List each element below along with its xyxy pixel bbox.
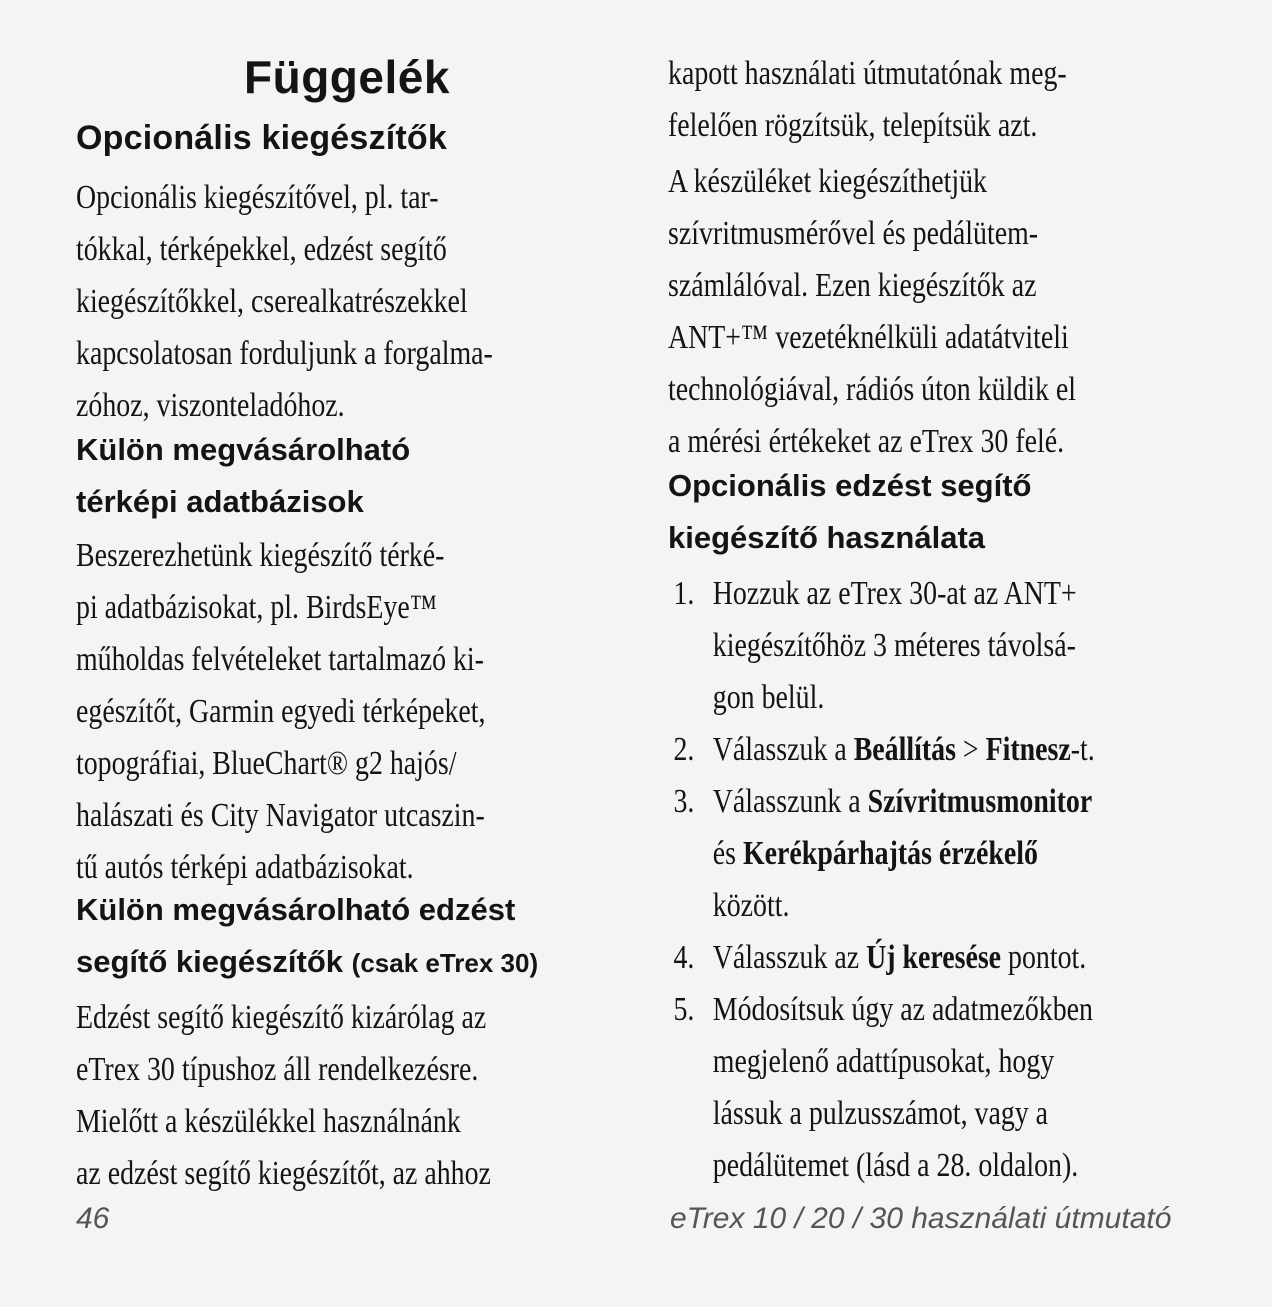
ui-term-heart-rate-monitor: Szívritmusmonitor <box>867 783 1093 820</box>
step-line: pedálütemet (lásd a 28. oldalon). <box>712 1147 1079 1184</box>
heading-line: Külön megvásárolható <box>76 432 411 467</box>
heading-line: Opcionális edzést segítő <box>668 468 1032 503</box>
step-item <box>673 776 1095 932</box>
step-text: > <box>955 731 986 768</box>
step-item <box>673 984 1095 1192</box>
page-number: 46 <box>76 1202 110 1235</box>
step-item <box>673 568 1095 724</box>
step-line: kiegészítőhöz 3 méteres távolsá- <box>712 627 1076 664</box>
step-text: Válasszuk a <box>712 731 854 768</box>
heading-note: (csak eTrex 30) <box>351 948 539 978</box>
step-number: 4. <box>673 939 695 976</box>
text-line: egészítőt, Garmin egyedi térképeket, <box>76 693 486 730</box>
text-line: felelően rögzítsük, telepítsük azt. <box>668 107 1038 144</box>
text-line: A készüléket kiegészíthetjük <box>668 163 987 200</box>
step-line: lássuk a pulzusszámot, vagy a <box>712 1095 1049 1132</box>
step-line: gon belül. <box>712 679 825 716</box>
step-line: megjelenő adattípusokat, hogy <box>712 1043 1055 1080</box>
heading-line-text: segítő kiegészítők <box>76 944 344 979</box>
step-line <box>713 828 1095 880</box>
text-line: technológiával, rádiós úton küldik el <box>668 371 1077 408</box>
optional-accessories-paragraph <box>76 172 493 432</box>
step-line <box>713 776 1095 828</box>
step-line <box>713 724 1095 776</box>
text-line: zóhoz, viszonteladóhoz. <box>76 387 345 424</box>
step-text: -t. <box>1070 731 1095 768</box>
text-line: pi adatbázisokat, pl. BirdsEye™ <box>76 589 438 626</box>
section-heading-optional-accessories: Opcionális kiegészítők <box>76 119 447 157</box>
ui-term-fitness: Fitnesz <box>985 731 1071 768</box>
step-number: 5. <box>673 991 695 1028</box>
step-number: 2. <box>673 731 695 768</box>
step-text: pontot. <box>1001 939 1087 976</box>
heading-line: térképi adatbázisok <box>76 484 364 519</box>
ui-term-new-search: Új keresése <box>866 939 1002 976</box>
step-item <box>673 932 1095 984</box>
text-line: halászati és City Navigator utcaszin- <box>76 797 485 834</box>
section-heading-map-databases <box>76 424 410 528</box>
text-line: Mielőtt a készülékkel használnánk <box>76 1103 461 1140</box>
continuation-paragraph <box>668 48 1067 152</box>
step-number: 1. <box>673 575 695 612</box>
section-heading-fitness-accessories <box>76 884 538 989</box>
text-line: szívritmusmérővel és pedálütem- <box>668 215 1039 252</box>
manual-title-footer: eTrex 10 / 20 / 30 használati útmutató <box>670 1202 1172 1235</box>
step-number: 3. <box>673 783 695 820</box>
heading-line <box>76 936 538 989</box>
step-line <box>713 932 1095 984</box>
text-line: kapcsolatosan forduljunk a forgalma- <box>76 335 493 372</box>
text-line: tókkal, térképekkel, edzést segítő <box>76 231 447 268</box>
page-title: Függelék <box>244 51 450 103</box>
text-line: Opcionális kiegészítővel, pl. tar- <box>76 179 439 216</box>
step-line: Hozzuk az eTrex 30-at az ANT+ <box>712 575 1077 612</box>
step-text: Válasszuk az <box>712 939 867 976</box>
text-line: Beszerezhetünk kiegészítő térké- <box>76 537 445 574</box>
text-line: kapott használati útmutatónak meg- <box>668 55 1067 92</box>
text-line: az edzést segítő kiegészítőt, az ahhoz <box>76 1155 491 1192</box>
text-line: tű autós térképi adatbázisokat. <box>76 849 414 886</box>
text-line: ANT+™ vezetéknélküli adatátviteli <box>668 319 1069 356</box>
steps-list <box>673 568 1186 1192</box>
fitness-accessories-paragraph <box>76 992 491 1200</box>
step-item <box>673 724 1095 776</box>
ui-term-settings: Beállítás <box>853 731 956 768</box>
map-databases-paragraph <box>76 530 486 894</box>
text-line: eTrex 30 típushoz áll rendelkezésre. <box>76 1051 479 1088</box>
section-heading-using-fitness-accessory <box>668 460 1031 564</box>
step-text: Válasszunk a <box>712 783 868 820</box>
step-line: Módosítsuk úgy az adatmezőkben <box>712 991 1093 1028</box>
heading-line: Külön megvásárolható edzést <box>76 892 516 927</box>
text-line: a mérési értékeket az eTrex 30 felé. <box>668 423 1065 460</box>
sensor-paragraph <box>668 156 1076 468</box>
ui-term-cadence-sensor: Kerékpárhajtás érzékelő <box>742 835 1038 872</box>
heading-line: kiegészítő használata <box>668 520 986 555</box>
text-line: műholdas felvételeket tartalmazó ki- <box>76 641 484 678</box>
text-line: topográfiai, BlueChart® g2 hajós/ <box>76 745 457 782</box>
step-text: és <box>712 835 743 872</box>
text-line: kiegészítőkkel, cserealkatrészekkel <box>76 283 468 320</box>
text-line: számlálóval. Ezen kiegészítők az <box>668 267 1037 304</box>
text-line: Edzést segítő kiegészítő kizárólag az <box>76 999 487 1036</box>
step-line: között. <box>712 887 790 924</box>
